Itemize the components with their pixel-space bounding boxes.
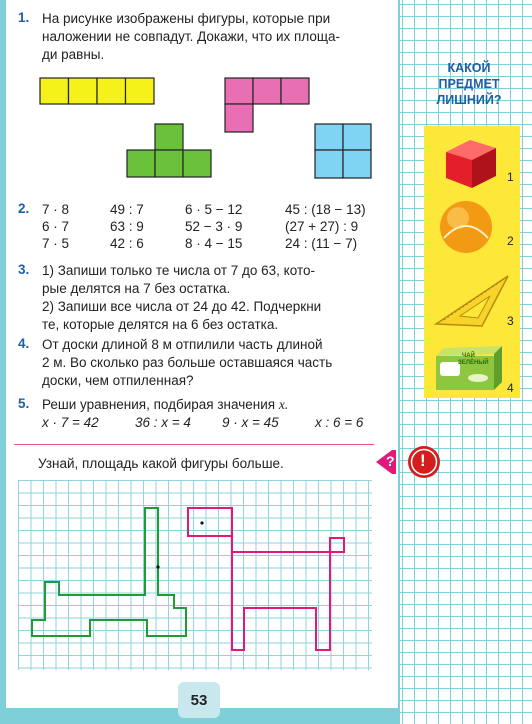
task1-line: На рисунке изображены фигуры, которые при xyxy=(42,11,331,26)
task-number-5: 5. xyxy=(18,396,30,411)
item-number: 1 xyxy=(507,170,514,184)
animal-figures xyxy=(18,480,372,670)
pink-animal xyxy=(188,508,344,650)
sidebar-title: КАКОЙ ПРЕДМЕТ ЛИШНИЙ? xyxy=(436,61,502,107)
task1-line: ди равны. xyxy=(42,47,105,62)
exclaim-icon: ! xyxy=(420,451,426,470)
equation: x · 7 = 42 xyxy=(42,415,99,430)
task3-line: 2) Запиши все числа от 24 до 42. Подчеркни xyxy=(42,299,322,314)
expr: (27 + 27) : 9 xyxy=(285,219,359,234)
bonus-badges xyxy=(370,444,446,480)
ball-icon xyxy=(440,201,492,253)
bonus-text: Узнай, площадь какой фигуры больше. xyxy=(38,456,284,471)
tea-label-bottom: ЗЕЛЁНЫЙ xyxy=(458,360,489,366)
equation: x : 6 = 6 xyxy=(315,415,364,430)
expr: 6 · 7 xyxy=(42,219,70,234)
task4-line: доски, чем отпиленная? xyxy=(42,373,194,388)
green-figure xyxy=(127,124,211,177)
equation: 36 : x = 4 xyxy=(135,415,191,430)
expr: 49 : 7 xyxy=(110,202,144,217)
task4-line: От доски длиной 8 м отпилили часть длиной xyxy=(42,337,323,352)
task1-line: наложении не совпадут. Докажи, что их площа- xyxy=(42,29,341,44)
tea-label-top: ЧАЙ xyxy=(462,353,475,359)
page-number: 53 xyxy=(178,682,220,718)
expr: 63 : 9 xyxy=(110,219,144,234)
triangle-ruler-icon xyxy=(436,276,508,326)
item-number: 3 xyxy=(507,314,514,328)
expr: 45 : (18 − 13) xyxy=(285,202,366,217)
task3-line: те, которые делятся на 6 без остатка. xyxy=(42,317,279,332)
task-number-1: 1. xyxy=(18,10,30,25)
task-number-2: 2. xyxy=(18,201,30,216)
equation: 9 · x = 45 xyxy=(222,415,279,430)
question-mark-icon: ? xyxy=(386,453,395,469)
variable-x: x. xyxy=(278,397,289,412)
task-number-3: 3. xyxy=(18,262,30,277)
green-animal xyxy=(32,508,186,636)
expr: 24 : (11 − 7) xyxy=(285,236,358,251)
expr: 7 · 5 xyxy=(42,236,70,251)
task3-line: рые делятся на 7 без остатка. xyxy=(42,281,231,296)
expr: 42 : 6 xyxy=(110,236,144,251)
task5-intro: Реши уравнения, подбирая значения x. xyxy=(42,397,289,412)
task4-line: 2 м. Во сколько раз больше оставшаяся часть xyxy=(42,355,333,370)
expr: 7 · 8 xyxy=(42,202,70,217)
expr: 8 · 4 − 15 xyxy=(185,236,243,251)
cube-icon xyxy=(446,140,496,188)
section-divider xyxy=(14,444,374,445)
task-number-4: 4. xyxy=(18,336,30,351)
item-number: 2 xyxy=(507,234,514,248)
yellow-figure xyxy=(40,78,154,104)
task3-line: 1) Запиши только те числа от 7 до 63, кото- xyxy=(42,263,315,278)
item-number: 4 xyxy=(507,381,514,395)
pink-figure xyxy=(225,78,309,132)
task1-figures xyxy=(0,0,400,200)
expr: 6 · 5 − 12 xyxy=(185,202,243,217)
expr: 52 − 3 · 9 xyxy=(185,219,243,234)
blue-figure xyxy=(315,124,371,178)
